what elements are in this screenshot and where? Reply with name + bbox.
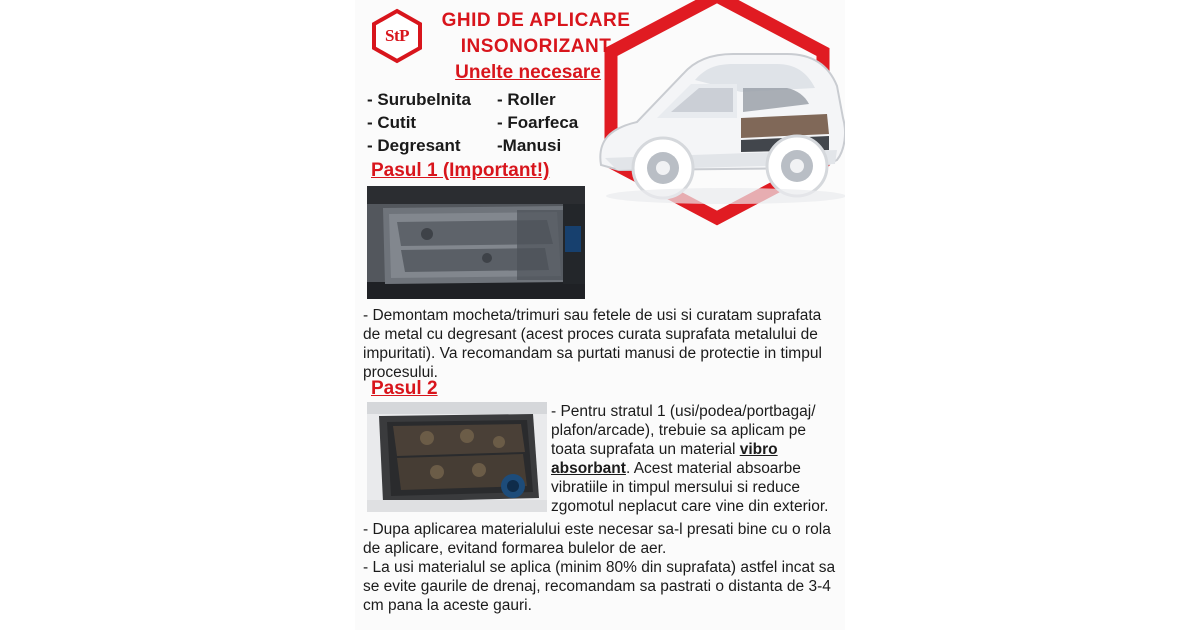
tools-column-2 [497, 88, 617, 157]
logo-text: StP [385, 26, 409, 45]
tool-item: - Surubelnita [367, 90, 471, 109]
step-2-text [551, 402, 841, 516]
stp-logo [369, 8, 425, 64]
tool-item: - Roller [497, 90, 556, 109]
step-2-extra-text-1: - Dupa aplicarea materialului este necesar sa-l presati bine cu o rola de aplicare, evitand formarea bulelor de aer. [363, 521, 831, 557]
step-2-extra-text-2: - La usi materialul se aplica (minim 80% din suprafata) astfel incat sa se evite gaurile de drenaj, recomandam sa pastrati o distanta de 3-4 cm pana la aceste gauri. [363, 559, 836, 614]
tool-item: - Foarfeca [497, 113, 579, 132]
letterbox-left [0, 0, 355, 630]
tools-column-1 [367, 88, 497, 157]
step-2-text-after: . Acest material absoarbe vibratiile in timpul mersului si reduce zgomotul neplacut care vine din exterior. [551, 460, 829, 515]
step-2-heading: Pasul 2 [371, 378, 438, 399]
guide-sheet [355, 0, 845, 630]
tools-heading: Unelte necesare [455, 62, 601, 83]
tool-item: - Cutit [367, 113, 417, 132]
tools-list [367, 88, 627, 157]
step-2-text-emphasis: vibro absorbant [551, 441, 778, 477]
tool-item: -Manusi [497, 136, 562, 155]
header-title [421, 8, 651, 60]
title-line-1: GHID DE APLICARE [441, 10, 631, 31]
title-line-2: INSONORIZANT [460, 36, 612, 57]
step-1-text: - Demontam mocheta/trimuri sau fetele de usi si curatam suprafata de metal cu degresant (acest proces curata suprafata metalului de impuritati). Va recomandam sa purtati manusi de protectie in timpul procesului. [363, 307, 822, 381]
step-1-heading: Pasul 1 (Important!) [371, 160, 550, 181]
letterbox-right [845, 0, 1200, 630]
step-2-text-before: - Pentru stratul 1 (usi/podea/portbagaj/ plafon/arcade), trebuie sa aplicam pe toata suprafata un material [551, 403, 816, 458]
step-1-photo [367, 186, 585, 299]
step-2-photo [367, 402, 547, 512]
tool-item: - Degresant [367, 136, 461, 155]
